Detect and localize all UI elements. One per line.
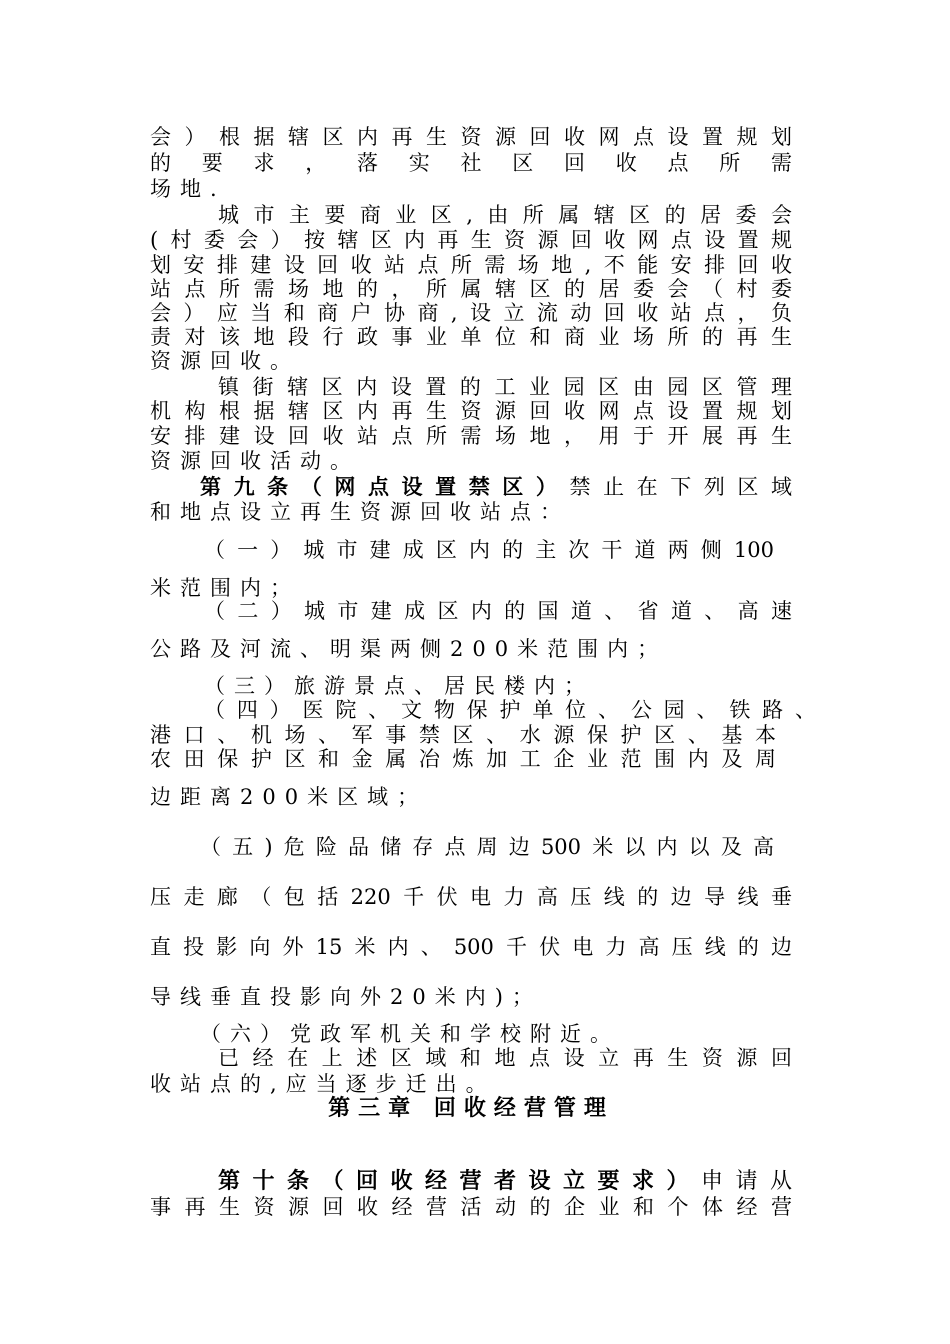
text-line: 直投影向外15米内、500千伏电力高压线的边 bbox=[150, 935, 792, 959]
text-line: 收站点的,应当逐步迁出。 bbox=[150, 1072, 496, 1096]
text-line: 安排建设回收站点所需场地，用于开展再生 bbox=[150, 424, 792, 448]
chapter-heading: 第三章 回收经营管理 bbox=[328, 1095, 614, 1121]
text-line: 镇街辖区内设置的工业园区由园区管理 bbox=[218, 375, 792, 399]
list-item: （三）旅游景点、居民楼内； bbox=[204, 674, 594, 698]
text-line: 压走廊（包括220千伏电力高压线的边导线垂 bbox=[150, 885, 792, 909]
text-line: 导线垂直投影向外20米内)； bbox=[150, 985, 542, 1009]
text-line: 资源回收。 bbox=[150, 349, 300, 373]
text-line: 划安排建设回收站点所需场地,不能安排回收 bbox=[150, 253, 792, 277]
text-line: 事再生资源回收经营活动的企业和个体经营 bbox=[150, 1195, 792, 1219]
article-9-line: 第九条（网点设置禁区）禁止在下列区域 bbox=[200, 474, 793, 499]
text-line: 已经在上述区域和地点设立再生资源回 bbox=[218, 1046, 792, 1070]
text-line: 场地. bbox=[150, 177, 226, 201]
text-line: 米范围内； bbox=[150, 576, 300, 600]
text-line: 会）应当和商户协商,设立流动回收站点，负 bbox=[150, 301, 792, 325]
text-line: 港口、机场、军事禁区、水源保护区、基本 bbox=[150, 723, 776, 747]
text-line: 责对该地段行政事业单位和商业场所的再生 bbox=[150, 325, 792, 349]
article-10-title: 第十条（回收经营者设立要求） bbox=[218, 1168, 701, 1194]
list-item: （五)危险品储存点周边500米以内以及高 bbox=[200, 835, 774, 859]
text-line: 农田保护区和金属冶炼加工企业范围内及周 bbox=[150, 747, 776, 771]
text-line: 的要求，落实社区回收点所需 bbox=[150, 151, 792, 175]
text-line: 边距离200米区域； bbox=[150, 785, 428, 809]
article-10-line: 第十条（回收经营者设立要求）申请从 bbox=[218, 1168, 792, 1194]
text-line: 公路及河流、明渠两侧200米范围内； bbox=[150, 637, 668, 661]
list-item: （六）党政军机关和学校附近。 bbox=[200, 1022, 620, 1046]
article-9-title: 第九条（网点设置禁区） bbox=[200, 474, 570, 499]
text-line: 城市主要商业区,由所属辖区的居委会 bbox=[218, 203, 792, 227]
text-line: (村委会）按辖区内再生资源回收网点设置规 bbox=[150, 228, 792, 252]
text-line: 站点所需场地的，所属辖区的居委会（村委 bbox=[150, 277, 792, 301]
text-line: 机构根据辖区内再生资源回收网点设置规划 bbox=[150, 399, 792, 423]
list-item: （四）医院、文物保护单位、公园、铁路、 bbox=[204, 698, 816, 722]
text-line: 资源回收活动。 bbox=[150, 449, 360, 473]
list-item: （二）城市建成区内的国道、省道、高速 bbox=[204, 599, 792, 623]
list-item: （一）城市建成区内的主次干道两侧100 bbox=[204, 538, 774, 562]
text-line: 和地点设立再生资源回收站点： bbox=[150, 500, 570, 524]
text-line: 会）根据辖区内再生资源回收网点设置规划 bbox=[150, 125, 792, 149]
